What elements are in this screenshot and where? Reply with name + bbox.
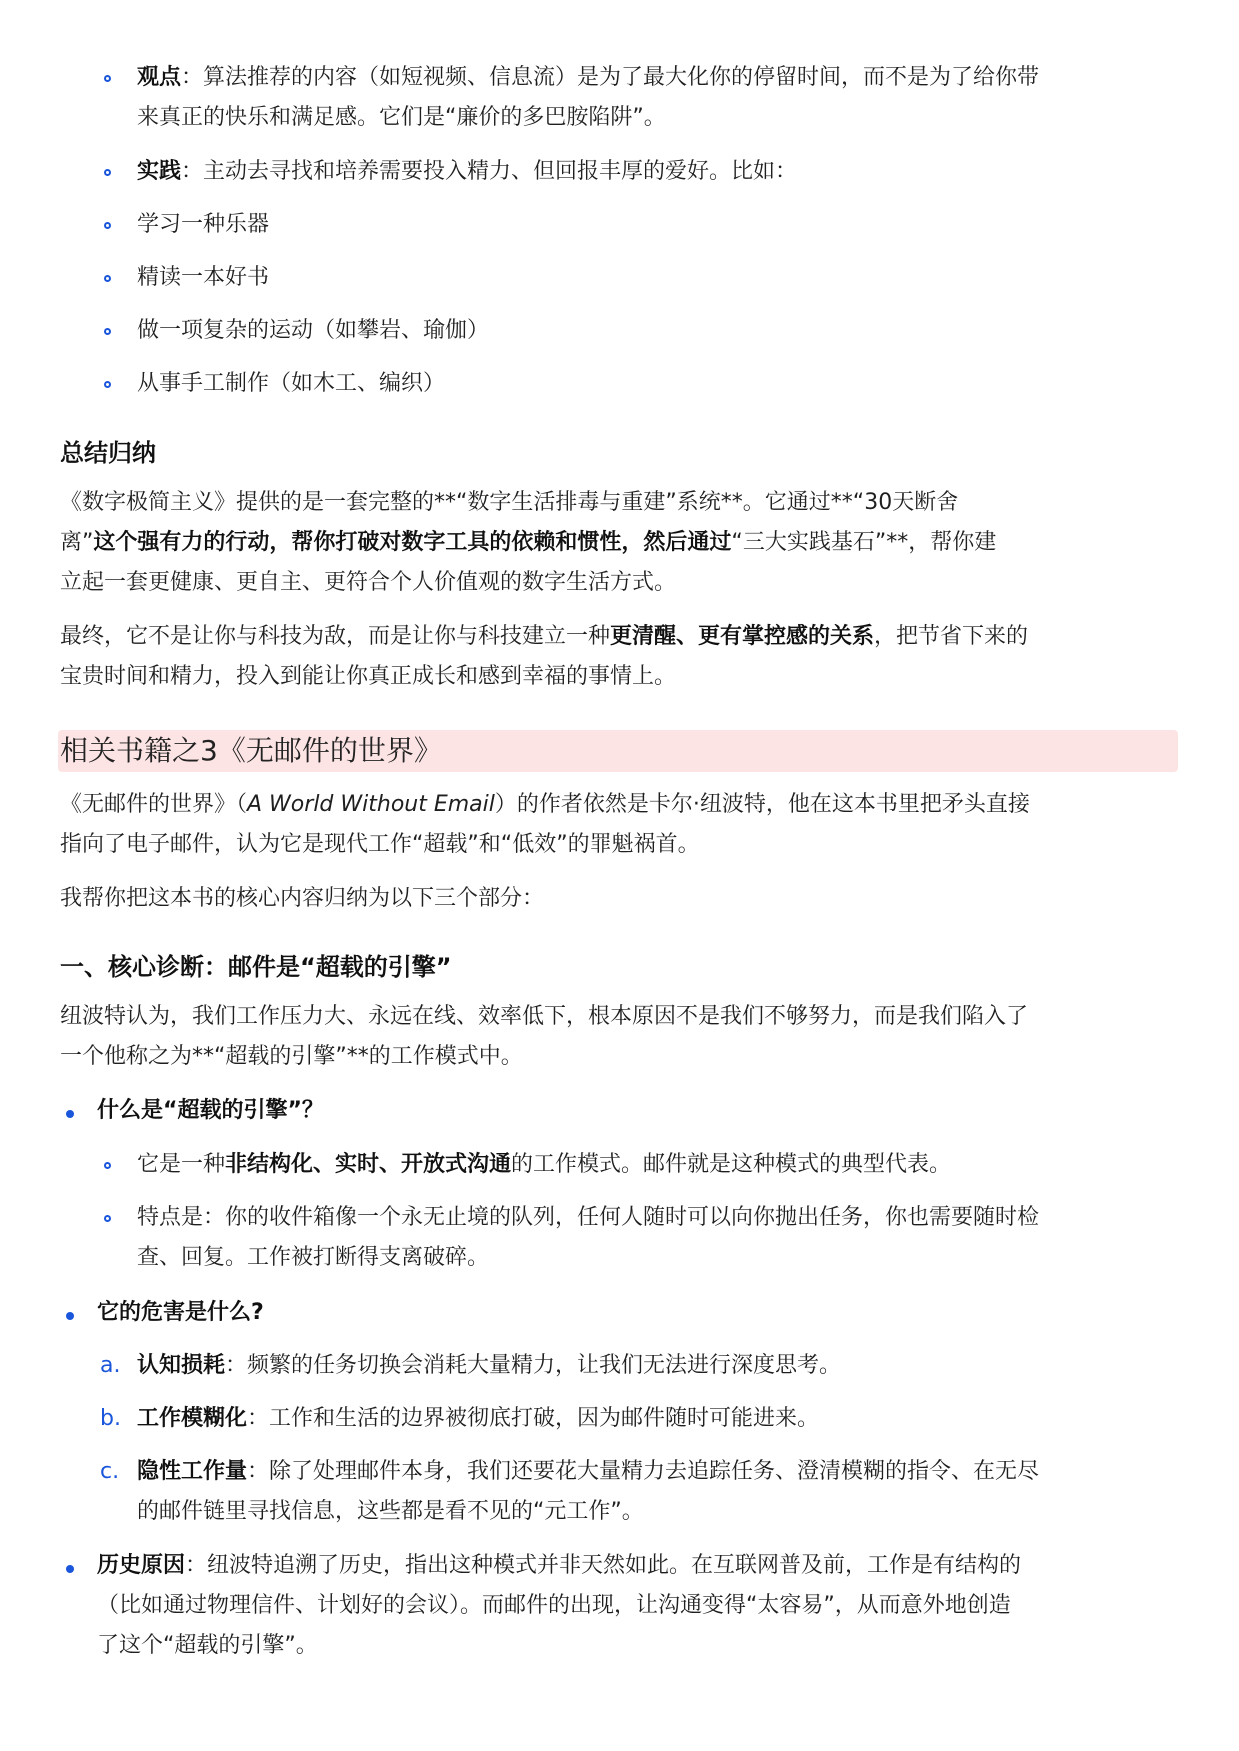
emphasis: 非结构化、实时、开放式沟通 [225,1152,512,1177]
section-title: 相关书籍之3《无邮件的世界》 [60,734,442,767]
list-item-text: 主动去寻找和培养需要投入精力、但回报丰厚的爱好。比如： [203,159,798,184]
bullet-filled [66,1110,74,1118]
list-item-continuation: 查、回复。工作被打断得支离破碎。 [137,1245,490,1270]
bullet-hollow [104,1162,111,1169]
list-item-continuation: 了这个“超载的引擎”。 [97,1633,318,1658]
paragraph-line: 我帮你把这本书的核心内容归纳为以下三个部分： [60,886,545,911]
list-item-label: 它的危害是什么? [97,1300,264,1325]
paragraph-line: 纽波特认为，我们工作压力大、永远在线、效率低下，根本原因不是我们不够努力，而是我们陷入了 [60,1004,1029,1029]
bullet-filled [66,1312,74,1320]
list-item-term: 工作模糊化 [137,1406,248,1431]
list-item-label: 什么是“超载的引擎”？ [97,1098,324,1123]
list-item-term: 隐性工作量 [137,1459,248,1484]
emphasis: 更清醒、更有掌控感的关系 [610,624,875,649]
section-heading-highlight [58,730,1178,772]
bullet-hollow [104,75,111,82]
paragraph-line: 宝贵时间和精力，投入到能让你真正成长和感到幸福的事情上。 [60,664,677,689]
bullet-hollow [104,381,111,388]
list-item: 隐性工作量：除了处理邮件本身，我们还要花大量精力去追踪任务、澄清模糊的指令、在无尽 [137,1459,1040,1484]
ordered-marker: b. [100,1406,121,1431]
paragraph-line: 《数字极简主义》提供的是一套完整的**“数字生活排毒与重建”系统**。它通过**“30天断舍 [60,490,959,515]
list-item-continuation: 来真正的快乐和满足感。它们是“廉价的多巴胺陷阱”。 [137,105,666,130]
paragraph-line: 一个他称之为**“超载的引擎”**的工作模式中。 [60,1044,523,1069]
part-heading: 一、核心诊断：邮件是“超载的引擎” [60,953,452,981]
paragraph-line: 《无邮件的世界》（A World Without Email）的作者依然是卡尔·纽波特，他在这本书里把矛头直接 [60,792,1030,817]
bullet-hollow [104,222,111,229]
list-item-term: 观点 [137,65,182,90]
list-item-term: 认知损耗 [137,1353,226,1378]
paragraph-line: 指向了电子邮件，认为它是现代工作“超载”和“低效”的罪魁祸首。 [60,832,700,857]
list-item: 学习一种乐器 [137,212,270,237]
emphasis: 这个强有力的行动，帮你打破对数字工具的依赖和惯性，然后通过 [93,530,732,555]
list-item: 从事手工制作（如木工、编织） [137,371,446,396]
list-item: 历史原因：纽波特追溯了历史，指出这种模式并非天然如此。在互联网普及前，工作是有结构的 [97,1553,1022,1578]
list-item: 观点：算法推荐的内容（如短视频、信息流）是为了最大化你的停留时间，而不是为了给你带 [137,65,1040,90]
list-item: 它是一种非结构化、实时、开放式沟通的工作模式。邮件就是这种模式的典型代表。 [137,1152,952,1177]
summary-heading: 总结归纳 [60,439,156,467]
paragraph-line: 离”这个强有力的行动，帮你打破对数字工具的依赖和惯性，然后通过“三大实践基石”**，帮你建 [60,530,997,555]
list-item-continuation: （比如通过物理信件、计划好的会议）。而邮件的出现，让沟通变得“太容易”，从而意外地创造 [97,1593,1011,1618]
list-item: 工作模糊化：工作和生活的边界被彻底打破，因为邮件随时可能进来。 [137,1406,820,1431]
list-item: 实践：主动去寻找和培养需要投入精力、但回报丰厚的爱好。比如： [137,159,798,184]
list-item-text: 算法推荐的内容（如短视频、信息流）是为了最大化你的停留时间，而不是为了给你带 [203,65,1040,90]
list-item: 特点是：你的收件箱像一个永无止境的队列，任何人随时可以向你抛出任务，你也需要随时检 [137,1205,1040,1230]
list-item: 精读一本好书 [137,265,270,290]
bullet-filled [66,1565,74,1573]
bullet-hollow [104,169,111,176]
list-item-term: 实践 [137,159,182,184]
ordered-marker: a. [100,1353,121,1378]
list-item-term: 历史原因 [97,1553,186,1578]
book-title-en: A World Without Email [247,792,495,817]
list-item: 认知损耗：频繁的任务切换会消耗大量精力，让我们无法进行深度思考。 [137,1353,842,1378]
list-item-continuation: 的邮件链里寻找信息，这些都是看不见的“元工作”。 [137,1499,644,1524]
list-item: 做一项复杂的运动（如攀岩、瑜伽） [137,318,490,343]
bullet-hollow [104,1215,111,1222]
bullet-hollow [104,328,111,335]
ordered-marker: c. [100,1459,120,1484]
paragraph-line: 立起一套更健康、更自主、更符合个人价值观的数字生活方式。 [60,570,677,595]
paragraph-line: 最终，它不是让你与科技为敌，而是让你与科技建立一种更清醒、更有掌控感的关系，把节省下来的 [60,624,1029,649]
bullet-hollow [104,275,111,282]
